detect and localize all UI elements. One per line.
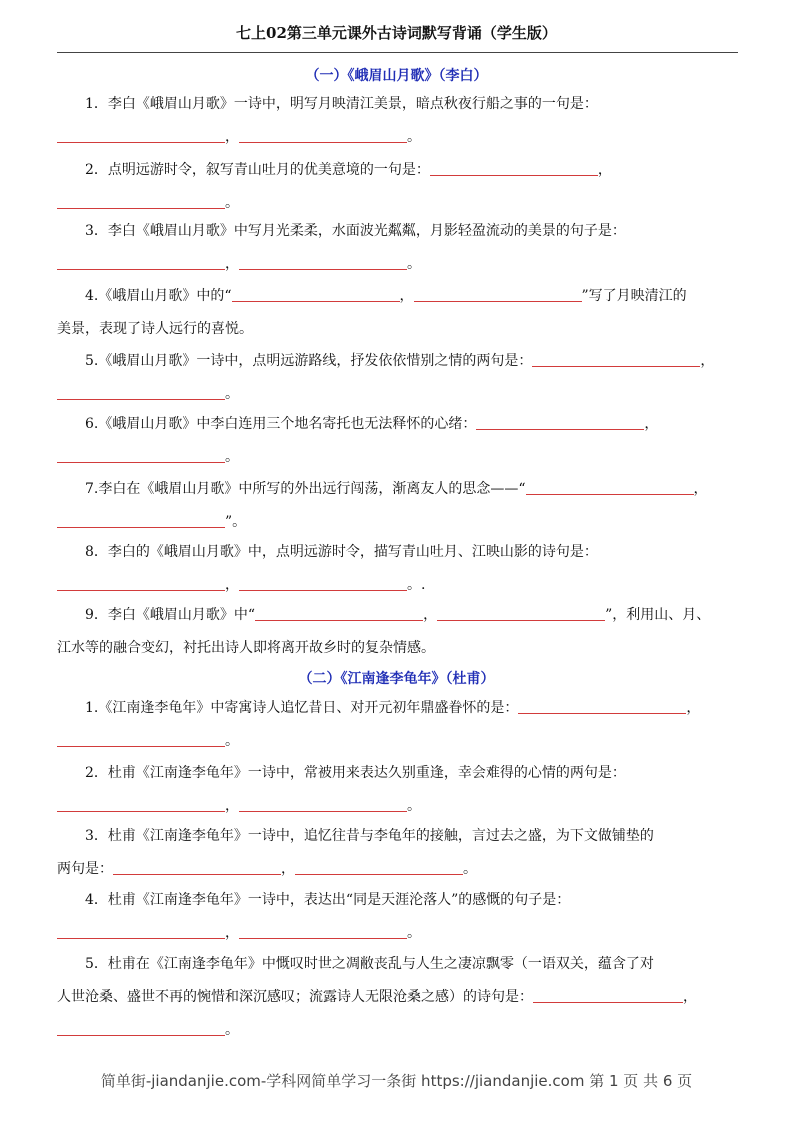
answer-blank[interactable]: [533, 988, 683, 1003]
question-1-5: 5.《峨眉山月歌》一诗中，点明远游路线，抒发依依惜别之情的两句是： ， 。: [57, 345, 741, 411]
question-1-4: 4.《峨眉山月歌》中的“ ， ”写了月映清江的 美景，表现了诗人远行的喜悦。: [57, 288, 687, 337]
question-2-3: 3．杜甫《江南逢李龟年》一诗中，追忆往昔与李龟年的接触，言过去之盛，为下文做铺垫的 两句是： ， 。: [57, 828, 654, 877]
answer-blank[interactable]: [57, 255, 225, 270]
answer-blank[interactable]: [57, 128, 225, 143]
question-2-5: 5．杜甫在《江南逢李龟年》中慨叹时世之凋敝丧乱与人生之凄凉飘零（一语双关，蕴含了对 人世沧桑、盛世不再的惋惜和深沉感叹；流露诗人无限沧桑之感）的诗句是： ， 。: [57, 956, 697, 1038]
answer-blank[interactable]: [232, 287, 400, 302]
answer-blank[interactable]: [255, 606, 423, 621]
answer-blank[interactable]: [526, 480, 694, 495]
section-title-1: （一）《峨眉山月歌》（李白）: [305, 68, 488, 84]
answer-blank[interactable]: [57, 924, 225, 939]
question-2-1: 1.《江南逢李龟年》中寄寓诗人追忆昔日、对开元初年鼎盛眷怀的是： ， 。: [57, 692, 741, 758]
answer-blank[interactable]: [113, 860, 281, 875]
answer-blank[interactable]: [239, 128, 407, 143]
answer-blank[interactable]: [239, 924, 407, 939]
answer-blank[interactable]: [239, 255, 407, 270]
answer-blank[interactable]: [57, 732, 225, 747]
answer-blank[interactable]: [295, 860, 463, 875]
answer-blank[interactable]: [518, 699, 686, 714]
question-1-3: 3．李白《峨眉山月歌》中写月光柔柔，水面波光粼粼，月影轻盈流动的美景的句子是： ， 。: [57, 215, 741, 281]
page-footer: 简单街-jiandanjie.com-学科网简单学习一条街 https://jiandanjie.com 第 1 页 共 6 页: [100, 1072, 693, 1090]
answer-blank[interactable]: [57, 513, 225, 528]
question-1-6: 6.《峨眉山月歌》中李白连用三个地名寄托也无法释怀的心绪： ， 。: [57, 408, 741, 474]
answer-blank[interactable]: [57, 448, 225, 463]
answer-blank[interactable]: [239, 576, 407, 591]
answer-blank[interactable]: [239, 797, 407, 812]
answer-blank[interactable]: [57, 1021, 225, 1036]
question-1-9: 9．李白《峨眉山月歌》中“ ， ”，利用山、月、 江水等的融合变幻，衬托出诗人即将离开故乡时的复杂情感。: [57, 607, 711, 656]
answer-blank[interactable]: [414, 287, 582, 302]
question-1-7: 7.李白在《峨眉山月歌》中所写的外出远行闯荡，渐离友人的思念——“ ， ”。: [57, 473, 741, 539]
answer-blank[interactable]: [532, 352, 700, 367]
question-1-2: 2．点明远游时令，叙写青山吐月的优美意境的一句是： ， 。: [57, 154, 741, 220]
question-2-2: 2．杜甫《江南逢李龟年》一诗中，常被用来表达久别重逢，幸会难得的心情的两句是： ， 。: [57, 757, 741, 823]
answer-blank[interactable]: [57, 385, 225, 400]
question-1-1: 1．李白《峨眉山月歌》一诗中，明写月映清江美景，暗点秋夜行船之事的一句是： ， 。: [57, 88, 741, 154]
answer-blank[interactable]: [437, 606, 605, 621]
answer-blank[interactable]: [476, 415, 644, 430]
header-divider: [57, 52, 738, 53]
answer-blank[interactable]: [57, 576, 225, 591]
page-header-title: 七上02第三单元课外古诗词默写背诵（学生版）: [236, 24, 557, 42]
question-1-8: 8．李白的《峨眉山月歌》中，点明远游时令，描写青山吐月、江映山影的诗句是： ， 。.: [57, 536, 741, 602]
question-2-4: 4．杜甫《江南逢李龟年》一诗中，表达出“同是天涯沦落人”的感慨的句子是： ， 。: [57, 884, 741, 950]
answer-blank[interactable]: [57, 797, 225, 812]
answer-blank[interactable]: [430, 161, 598, 176]
section-title-2: （二）《江南逢李龟年》（杜甫）: [298, 671, 495, 687]
answer-blank[interactable]: [57, 194, 225, 209]
